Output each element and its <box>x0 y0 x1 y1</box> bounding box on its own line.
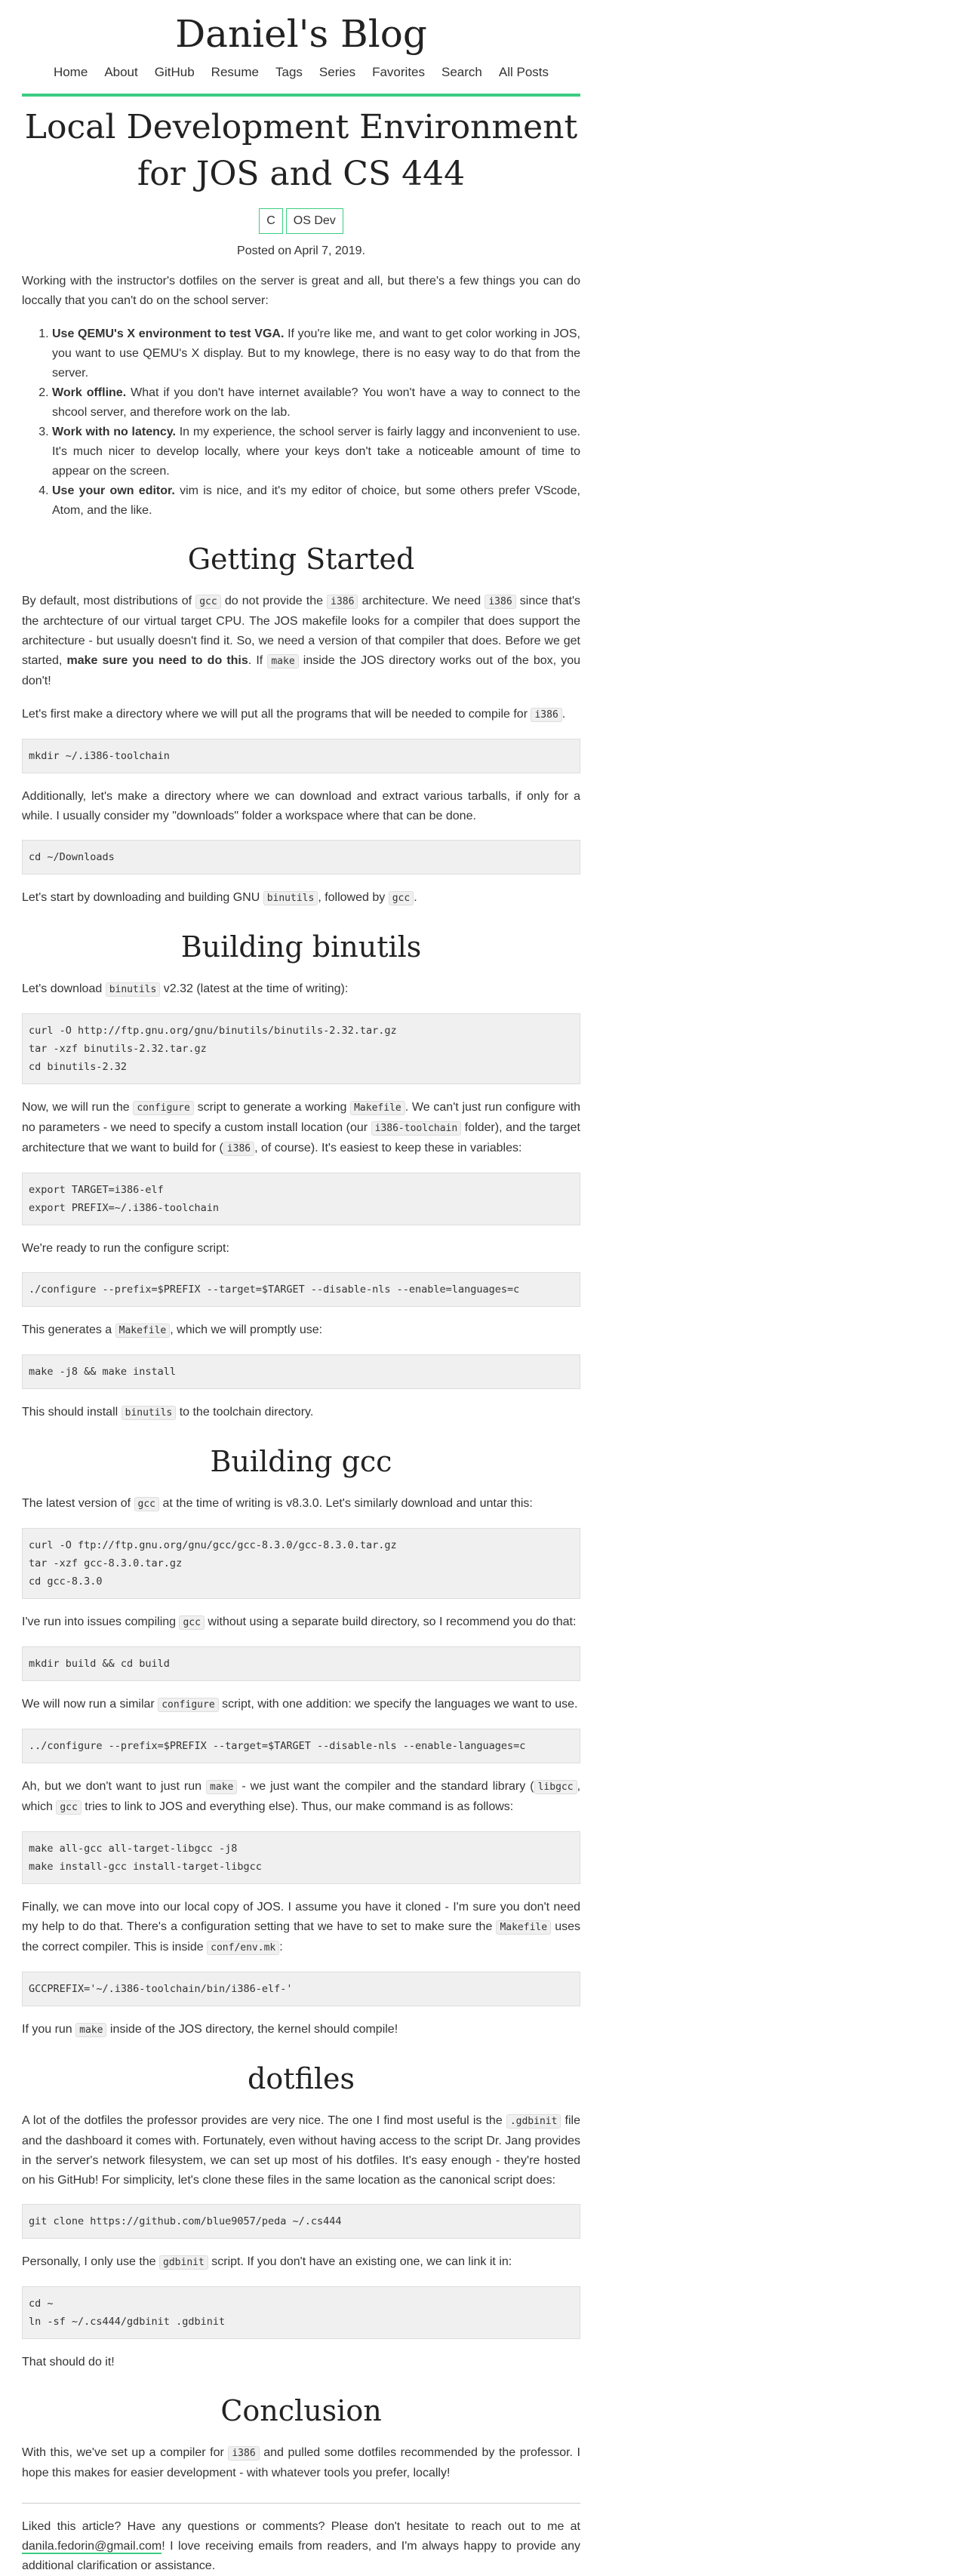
list-item: 1. Use QEMU's X environment to test VGA. If you're like me, and want to get color working in JOS, you want to use QEMU's X display. But to my knowlege, there is no easy way to do that from the server. <box>52 324 580 383</box>
nav-tags[interactable]: Tags <box>275 65 303 79</box>
tag-list <box>22 208 580 234</box>
tag-c[interactable]: C <box>259 208 283 234</box>
code-block[interactable]: make all-gcc all-target-libgcc -j8 make install-gcc install-target-libgcc <box>22 1831 580 1884</box>
paragraph: We're ready to run the configure script: <box>22 1242 229 1255</box>
paragraph: With this, we've set up a compiler for i386 and pulled some dotfiles recommended by the professor. I hope this makes for easier development - with whatever tools you prefer, locally! <box>22 2446 580 2479</box>
code-block[interactable]: mkdir ~/.i386-toolchain <box>22 739 580 773</box>
code-block[interactable]: mkdir build && cd build <box>22 1646 580 1681</box>
nav-series[interactable]: Series <box>318 65 356 79</box>
intro-paragraph: Working with the instructor's dotfiles on the server is great and all, but there's a few things you can do loccally that you can't do on the school server: <box>22 275 580 307</box>
paragraph: By default, most distributions of gcc do not provide the i386 architecture. We need i386 since that's the archtecture of our virtual target CPU. The JOS makefile looks for a compiler that does support the architecture - but usually doesn't find it. So, we need a version of that compiler that does. Before we get started, make sure you need to do this. If make inside the JOS directory works out of the box, you don't! <box>22 595 581 687</box>
page <box>22 0 580 2576</box>
paragraph: A lot of the dotfiles the professor provides are very nice. The one I find most useful is the .gdbinit file and the dashboard it comes with. Fortunately, even without having access to the script Dr. Jang provides in the server's network filesystem, we can set up most of his dotfiles. It's easy enough - they're hosted on his GitHub! For simplicity, let's clone these files in the same location as the canonical script does: <box>22 2114 581 2187</box>
paragraph: Let's first make a directory where we will put all the programs that will be needed to compile for i386 . <box>22 708 566 721</box>
code-block[interactable]: GCCPREFIX='~/.i386-toolchain/bin/i386-elf-' <box>22 1972 580 2006</box>
email-link[interactable]: danila.fedorin@gmail.com <box>22 2540 162 2553</box>
list-item: 4. Use your own editor. vim is nice, and it's my editor of choice, but some others prefer VScode, Atom, and the like. <box>52 481 580 521</box>
paragraph: Ah, but we don't want to just run make - we just want the compiler and the standard library ( libgcc , which gcc tries to link to JOS and everything else). Thus, our make command is as follows: <box>22 1780 581 1813</box>
footer-divider <box>22 2503 580 2504</box>
paragraph: Now, we will run the configure script to generate a working Makefile . We can't just run configure with no parameters - we need to specify a custom install location (our i386-toolchain folder), and the target architecture that we want to build for ( i386 , of course). It's easiest to keep these in variables: <box>22 1101 580 1154</box>
paragraph: This generates a Makefile , which we will promptly use: <box>22 1323 323 1336</box>
nav-search[interactable]: Search <box>441 65 482 79</box>
heading-getting-started: Getting Started <box>187 543 415 576</box>
paragraph: The latest version of gcc at the time of writing is v8.3.0. Let's similarly download and untar this: <box>22 1497 533 1510</box>
paragraph: Let's start by downloading and building GNU binutils , followed by gcc . <box>22 891 417 904</box>
code-block[interactable]: curl -O ftp://ftp.gnu.org/gnu/gcc/gcc-8.3.0/gcc-8.3.0.tar.gz tar -xzf gcc-8.3.0.tar.gz cd gcc-8.3.0 <box>22 1528 580 1599</box>
code-block[interactable]: cd ~ ln -sf ~/.cs444/gdbinit .gdbinit <box>22 2286 580 2339</box>
code-block[interactable]: make -j8 && make install <box>22 1354 580 1389</box>
paragraph: That should do it! <box>22 2356 115 2369</box>
code-block[interactable]: export TARGET=i386-elf export PREFIX=~/.i386-toolchain <box>22 1173 580 1225</box>
reasons-list <box>22 324 580 521</box>
heading-building-gcc: Building gcc <box>210 1445 392 1478</box>
paragraph: If you run make inside of the JOS directory, the kernel should compile! <box>22 2023 398 2036</box>
list-item: 3. Work with no latency. In my experience, the school server is fairly laggy and inconvenient to use. It's much nicer to develop locally, where your keys don't take a noticeable amount of time to appear on the screen. <box>52 423 580 481</box>
post-content <box>22 104 580 2576</box>
nav-home[interactable]: Home <box>53 65 88 79</box>
nav-about[interactable]: About <box>104 65 138 79</box>
nav-github[interactable]: GitHub <box>154 65 195 79</box>
code-block[interactable]: git clone https://github.com/blue9057/peda ~/.cs444 <box>22 2204 580 2239</box>
tag-os-dev[interactable]: OS Dev <box>286 208 343 234</box>
paragraph: Additionally, let's make a directory where we can download and extract various tarballs, if only for a while. I usually consider my "downloads" folder a workspace where that can be done. <box>22 790 580 822</box>
code-block[interactable]: curl -O http://ftp.gnu.org/gnu/binutils/binutils-2.32.tar.gz tar -xzf binutils-2.32.tar.gz cd binutils-2.32 <box>22 1013 580 1084</box>
paragraph: This should install binutils to the toolchain directory. <box>22 1406 314 1419</box>
paragraph: Let's download binutils v2.32 (latest at the time of writing): <box>22 982 349 995</box>
main-nav <box>22 63 580 81</box>
heading-dotfiles: dotfiles <box>248 2062 355 2095</box>
paragraph: We will now run a similar configure script, with one addition: we specify the languages we want to use. <box>22 1698 578 1711</box>
post-date: Posted on April 7, 2019. <box>237 244 365 257</box>
list-item: 2. Work offline. What if you don't have internet available? You won't have a way to connect to the shcool server, and therefore work on the lab. <box>52 383 580 423</box>
contact-paragraph: Liked this article? Have any questions or comments? Please don't hesitate to reach out to me at danila.fedorin@gmail.com! I love receiving emails from readers, and I'm always happy to provide any additional clarification or assistance. <box>22 2520 580 2572</box>
post-title: Local Development Environment for JOS and CS 444 <box>24 108 578 193</box>
nav-resume[interactable]: Resume <box>211 65 259 79</box>
paragraph: I've run into issues compiling gcc without using a separate build directory, so I recommend you do that: <box>22 1615 577 1628</box>
nav-favorites[interactable]: Favorites <box>372 65 426 79</box>
code-block[interactable]: ../configure --prefix=$PREFIX --target=$TARGET --disable-nls --enable-languages=c <box>22 1729 580 1763</box>
site-title[interactable]: Daniel's Blog <box>175 12 427 56</box>
paragraph: Personally, I only use the gdbinit script. If you don't have an existing one, we can link it in: <box>22 2255 512 2268</box>
nav-all-posts[interactable]: All Posts <box>498 65 549 79</box>
heading-conclusion: Conclusion <box>220 2394 382 2427</box>
site-header <box>22 0 580 97</box>
code-block[interactable]: ./configure --prefix=$PREFIX --target=$TARGET --disable-nls --enable=languages=c <box>22 1272 580 1307</box>
code-block[interactable]: cd ~/Downloads <box>22 840 580 875</box>
heading-building-binutils: Building binutils <box>180 930 422 964</box>
header-divider <box>22 94 580 97</box>
paragraph: Finally, we can move into our local copy of JOS. I assume you have it cloned - I'm sure you don't need my help to do that. There's a configuration setting that we have to set to make sure the Makefile uses the correct compiler. This is inside conf/env.mk : <box>22 1901 580 1954</box>
